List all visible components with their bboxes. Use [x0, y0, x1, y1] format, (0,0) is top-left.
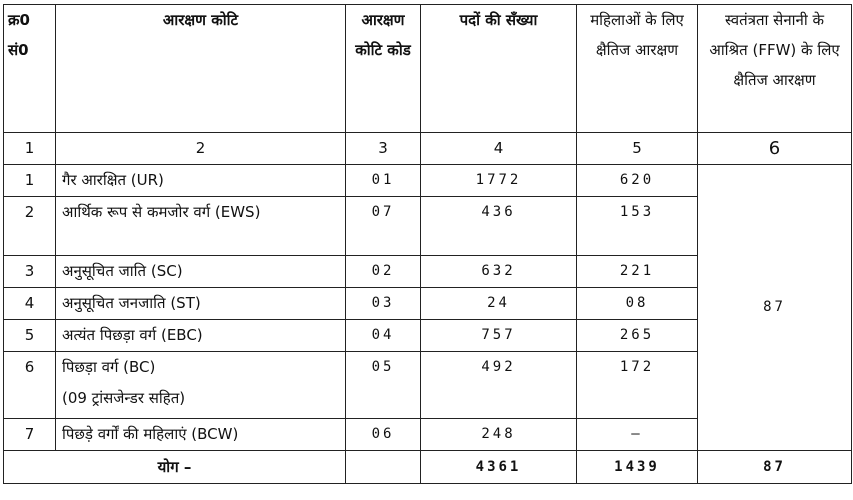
- posts-cell: 1772: [421, 165, 577, 197]
- category-label: आर्थिक रूप से कमजोर वर्ग (EWS): [62, 203, 261, 221]
- header-category: आरक्षण कोटि: [56, 5, 346, 133]
- code-cell: 06: [346, 419, 421, 451]
- col-number: 6: [698, 133, 852, 165]
- women-cell: 153: [577, 197, 698, 256]
- women-cell: 221: [577, 256, 698, 288]
- header-ffw-reservation: स्वतंत्रता सेनानी के आश्रित (FFW) के लिए क्षैतिज आरक्षण: [698, 5, 852, 133]
- serial-cell: 1: [4, 165, 56, 197]
- total-posts: 4361: [421, 451, 577, 484]
- serial-cell: 4: [4, 288, 56, 320]
- code-cell: 05: [346, 352, 421, 419]
- code-cell: 03: [346, 288, 421, 320]
- women-cell: –: [577, 419, 698, 451]
- col-number: 5: [577, 133, 698, 165]
- header-serial: क्र0 सं0: [4, 5, 56, 133]
- category-cell: अनुसूचित जनजाति (ST): [56, 288, 346, 320]
- women-cell: 172: [577, 352, 698, 419]
- col-number: 2: [56, 133, 346, 165]
- total-code-empty: [346, 451, 421, 484]
- category-cell: [56, 197, 346, 256]
- total-ffw: 87: [698, 451, 852, 484]
- header-women-reservation: महिलाओं के लिए क्षैतिज आरक्षण: [577, 5, 698, 133]
- posts-cell: 632: [421, 256, 577, 288]
- category-note: (09 ट्रांसजेन्डर सहित): [62, 389, 186, 407]
- serial-cell: 7: [4, 419, 56, 451]
- posts-cell: 248: [421, 419, 577, 451]
- code-cell: 01: [346, 165, 421, 197]
- serial-cell: 2: [4, 197, 56, 256]
- code-cell: 07: [346, 197, 421, 256]
- col-number: 4: [421, 133, 577, 165]
- women-cell: 620: [577, 165, 698, 197]
- posts-cell: 436: [421, 197, 577, 256]
- total-women: 1439: [577, 451, 698, 484]
- posts-cell: 492: [421, 352, 577, 419]
- serial-cell: 5: [4, 320, 56, 352]
- column-number-row: [4, 133, 852, 165]
- code-cell: 02: [346, 256, 421, 288]
- header-posts: पदों की सँख्या: [421, 5, 577, 133]
- category-cell: [56, 352, 346, 419]
- col-number: 1: [4, 133, 56, 165]
- category-label: पिछड़ा वर्ग (BC): [62, 358, 156, 376]
- category-cell: गैर आरक्षित (UR): [56, 165, 346, 197]
- women-cell: 08: [577, 288, 698, 320]
- women-cell: 265: [577, 320, 698, 352]
- category-cell: पिछड़े वर्गों की महिलाएं (BCW): [56, 419, 346, 451]
- posts-cell: 24: [421, 288, 577, 320]
- posts-cell: 757: [421, 320, 577, 352]
- header-code: आरक्षण कोटि कोड: [346, 5, 421, 133]
- serial-cell: 3: [4, 256, 56, 288]
- table-row: [4, 165, 852, 197]
- code-cell: 04: [346, 320, 421, 352]
- total-label: योग –: [4, 451, 346, 484]
- serial-cell: 6: [4, 352, 56, 419]
- category-cell: अत्यंत पिछड़ा वर्ग (EBC): [56, 320, 346, 352]
- ffw-merged-cell: 87: [698, 165, 852, 451]
- header-row: [4, 5, 852, 133]
- reservation-table: [3, 4, 852, 484]
- total-row: [4, 451, 852, 484]
- category-cell: अनुसूचित जाति (SC): [56, 256, 346, 288]
- col-number: 3: [346, 133, 421, 165]
